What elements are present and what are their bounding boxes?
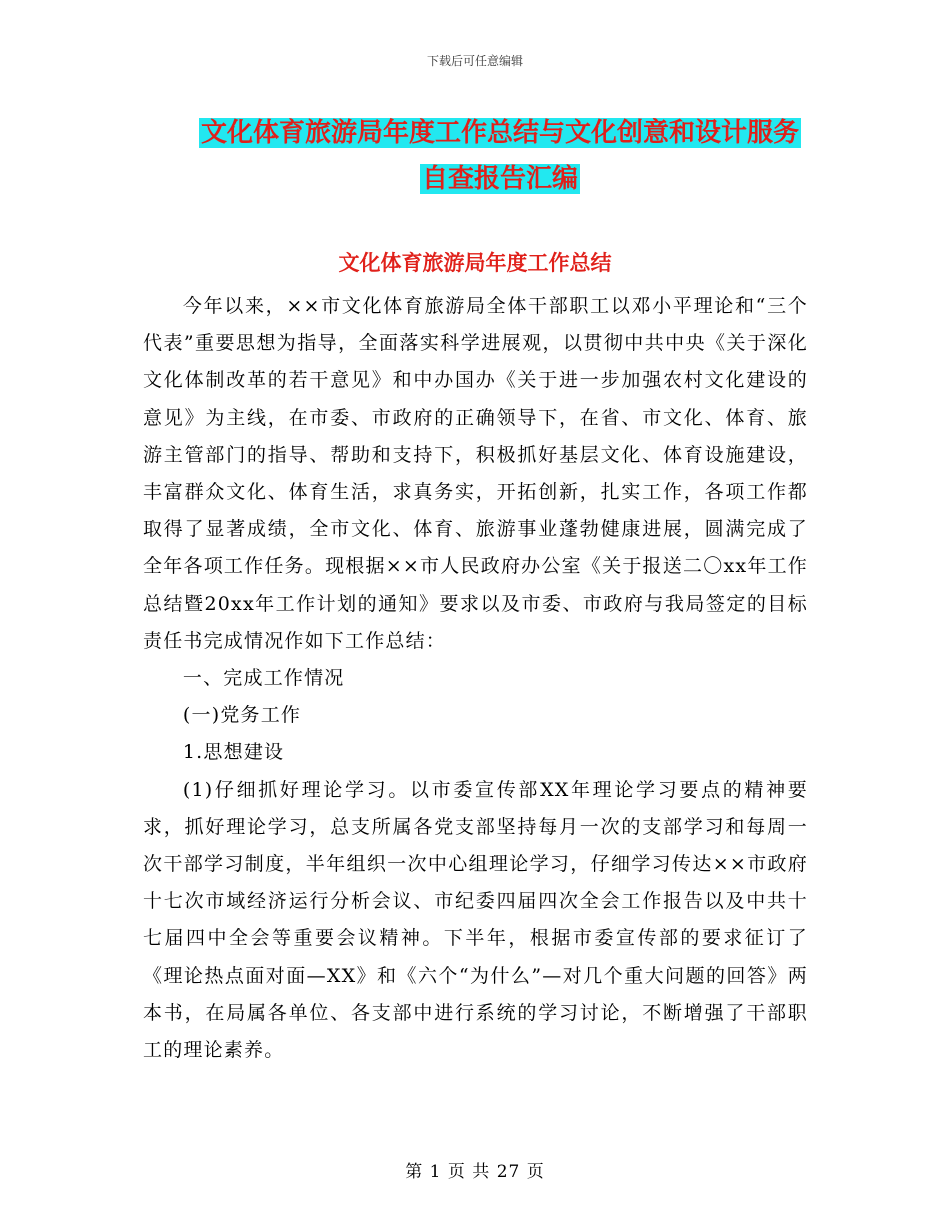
header-note: 下载后可任意编辑 (426, 54, 523, 68)
heading-level-2: (一)党务工作 (182, 704, 302, 727)
heading-level-3: 1.思想建设 (182, 741, 285, 764)
title-line-2: 自查报告汇编 (421, 164, 578, 194)
paragraph-intro: 今年以来，××市文化体育旅游局全体干部职工以邓小平理论和“三个代表”重要思想为指导，全面落实科学进展观，以贯彻中共中央《关于深化文化体制改革的若干意见》和中办国办《关于进一步加强农村文化建设的意见》为主线，在市委、市政府的正确领导下，在省、市文化、体育、旅游主管部门的指导、帮助和支持下，积极抓好基层文化、体育设施建设，丰富群众文化、体育生活，求真务实，开拓创新，扎实工作，各项工作都取得了显著成绩，全市文化、体育、旅游事业蓬勃健康进展，圆满完成了全年各项工作任务。现根据××市人民政府办公室《关于报送二〇xx年工作总结暨20xx年工作计划的通知》要求以及市委、市政府与我局签定的目标责任书完成情况作如下工作总结： (143, 295, 808, 652)
heading-level-1: 一、完成工作情况 (182, 667, 345, 690)
section-title: 文化体育旅游局年度工作总结 (338, 251, 612, 275)
document-title (140, 110, 860, 202)
paragraph-theory-study: (1)仔细抓好理论学习。以市委宣传部XX年理论学习要点的精神要求，抓好理论学习，总支所属各党支部坚持每月一次的支部学习和每周一次干部学习制度，半年组织一次中心组理论学习，仔细学习传达××市政府十七次市域经济运行分析会议、市纪委四届四次全会工作报告以及中共十七届四中全会等重要会议精神。下半年，根据市委宣传部的要求征订了《理论热点面对面—XX》和《六个“为什么”—对几个重大问题的回答》两本书，在局属各单位、各支部中进行系统的学习讨论，不断增强了干部职工的理论素养。 (143, 778, 808, 1062)
page-number: 第 1 页 共 27 页 (405, 1162, 545, 1182)
body-text (143, 288, 808, 1069)
title-line-1: 文化体育旅游局年度工作总结与文化创意和设计服务 (200, 118, 799, 148)
